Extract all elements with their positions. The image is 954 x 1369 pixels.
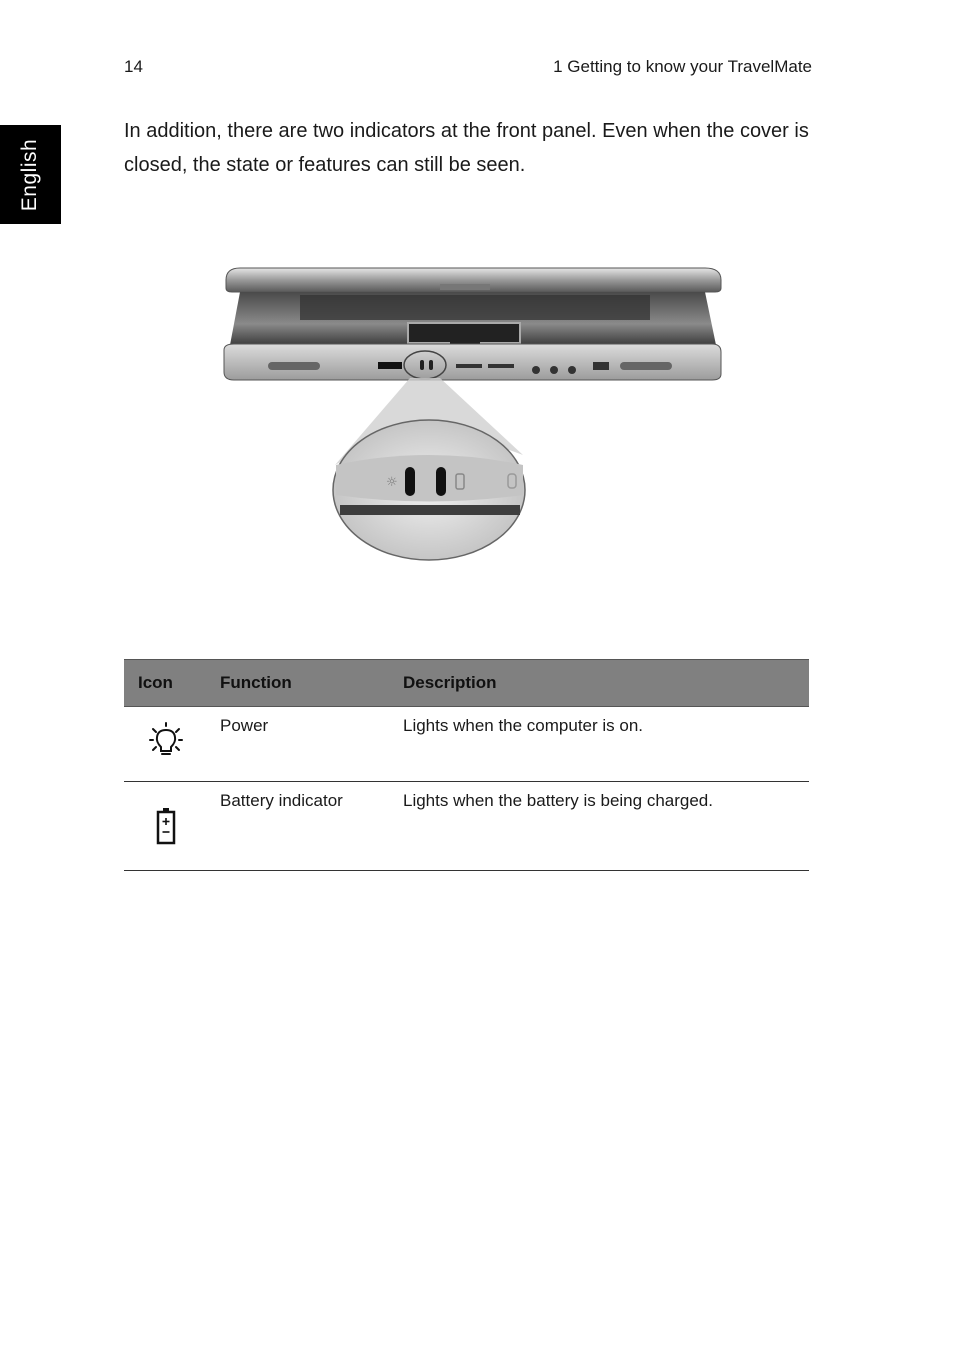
table-row: [124, 707, 809, 782]
table-row: [124, 782, 809, 871]
header-icon: Icon: [124, 660, 220, 707]
header-function: Function: [220, 660, 403, 707]
power-bulb-icon: [149, 722, 183, 758]
function-cell: Power: [220, 707, 403, 782]
icon-cell: [124, 782, 220, 871]
laptop-illustration: [200, 250, 740, 580]
icon-cell: [124, 707, 220, 782]
svg-text:☼: ☼: [386, 475, 398, 490]
language-tab: [0, 125, 61, 224]
battery-icon: [156, 807, 176, 845]
table-header-row: [124, 660, 809, 707]
function-cell: Battery indicator: [220, 782, 403, 871]
indicator-table: [124, 659, 809, 871]
description-cell: Lights when the computer is on.: [403, 707, 809, 782]
page-number: 14: [124, 57, 143, 76]
description-cell: Lights when the battery is being charged.: [403, 782, 809, 871]
intro-paragraph: In addition, there are two indicators at the front panel. Even when the cover is closed, the state or features can still be seen.: [124, 120, 809, 176]
language-tab-label: English: [18, 138, 42, 211]
header-description: Description: [403, 660, 809, 707]
laptop-figure: [200, 250, 740, 580]
chapter-title: 1 Getting to know your TravelMate: [553, 57, 812, 76]
